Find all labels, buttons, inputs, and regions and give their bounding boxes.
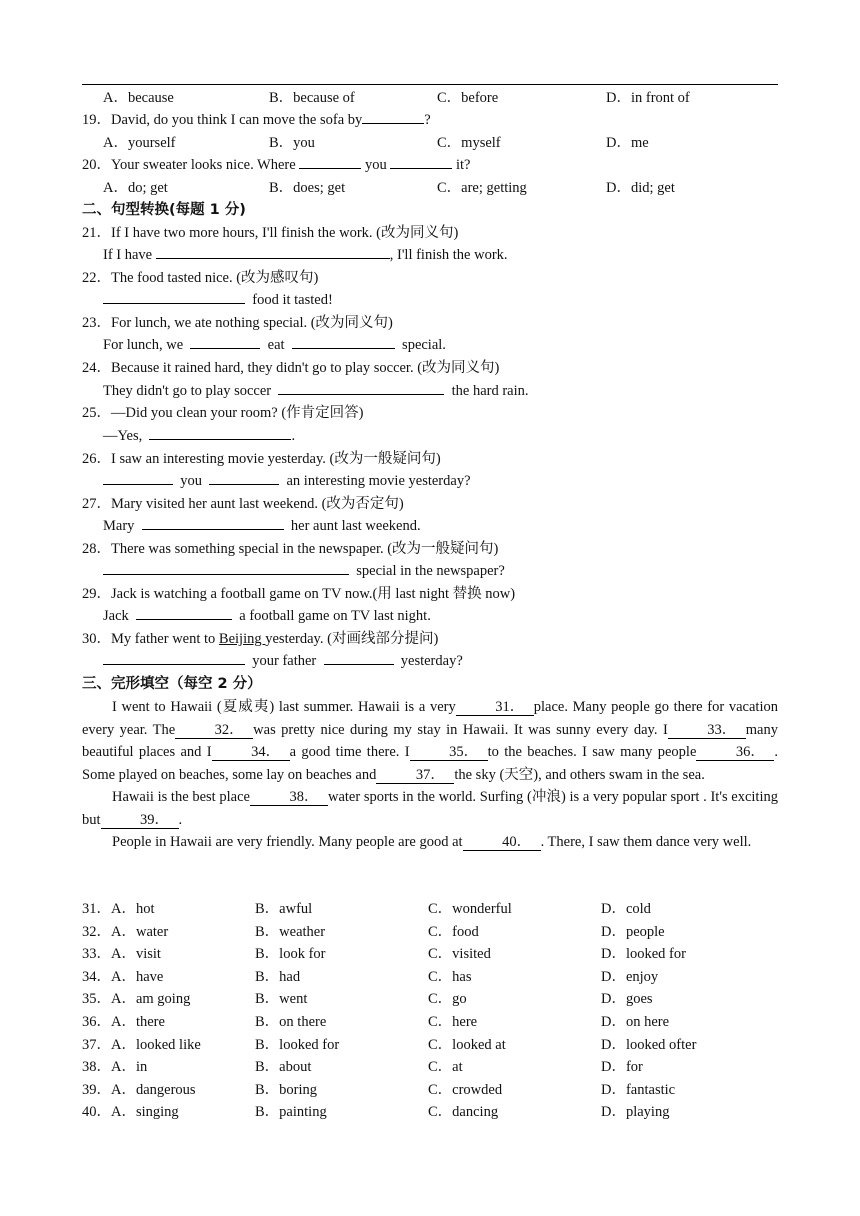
cloze-option[interactable]: B．weather <box>255 923 326 940</box>
cloze-question-number: 39． <box>82 1081 111 1098</box>
cloze-option[interactable]: D．playing <box>601 1104 670 1121</box>
question-22: 22．The food tasted nice. (改为感叹句) <box>82 270 319 286</box>
cloze-option[interactable]: B．had <box>255 968 301 985</box>
answer-blank[interactable] <box>136 606 232 620</box>
cloze-option[interactable]: C．food <box>428 923 479 940</box>
cloze-option[interactable]: C．go <box>428 991 467 1008</box>
cloze-question-number: 35． <box>82 991 111 1008</box>
q18-option-c[interactable]: C．before <box>437 90 499 106</box>
cloze-option[interactable]: C．here <box>428 1014 478 1030</box>
cloze-question-number: 32． <box>82 923 111 940</box>
q19-option-a[interactable]: A．yourself <box>103 135 176 151</box>
answer-29: Jack a football game on TV last night. <box>103 608 431 624</box>
cloze-option[interactable]: A．have <box>111 968 164 985</box>
cloze-option[interactable]: D．fantastic <box>601 1081 676 1098</box>
cloze-question-number: 33． <box>82 946 111 963</box>
cloze-blank-40[interactable]: 40． <box>463 834 541 851</box>
answer-25: —Yes, . <box>103 428 296 444</box>
answer-blank[interactable] <box>390 155 452 169</box>
answer-22: food it tasted! <box>103 290 333 310</box>
question-27: 27．Mary visited her aunt last weekend. (改为否定句) <box>82 496 404 512</box>
answer-blank[interactable] <box>142 516 284 530</box>
cloze-option[interactable]: B．look for <box>255 946 326 963</box>
answer-blank[interactable] <box>103 471 173 485</box>
q20-option-a[interactable]: A．do; get <box>103 180 168 196</box>
answer-blank[interactable] <box>103 651 245 665</box>
cloze-option[interactable]: A．there <box>111 1014 165 1030</box>
cloze-option[interactable]: C．at <box>428 1059 463 1076</box>
question-28: 28．There was something special in the newspaper. (改为一般疑问句) <box>82 541 499 557</box>
cloze-option[interactable]: A．hot <box>111 901 155 917</box>
passage-paragraph-3: People in Hawaii are very friendly. Many people are good at 40． . There, I saw them dance very well. <box>112 834 752 850</box>
q19-option-c[interactable]: C．myself <box>437 135 501 151</box>
cloze-option[interactable]: B．went <box>255 991 308 1008</box>
question-19: 19．David, do you think I can move the sofa by ? <box>82 112 431 128</box>
answer-blank[interactable] <box>299 155 361 169</box>
answer-30: your father yesterday? <box>103 651 463 671</box>
passage-paragraph-2: Hawaii is the best place 38． water sports in the world. Surfing (冲浪) is a very popular sport . It's exciting but 39． . <box>82 789 778 828</box>
question-20: 20．Your sweater looks nice. Where you it? <box>82 157 471 173</box>
cloze-option[interactable]: D．cold <box>601 901 651 917</box>
q18-option-b[interactable]: B．because of <box>269 90 355 106</box>
header-rule <box>82 84 778 85</box>
cloze-option[interactable]: D．for <box>601 1059 643 1076</box>
cloze-option[interactable]: B．looked for <box>255 1036 340 1053</box>
answer-blank[interactable] <box>103 561 349 575</box>
cloze-option[interactable]: A．in <box>111 1059 148 1076</box>
q19-option-d[interactable]: D．me <box>606 135 649 151</box>
cloze-question-number: 34． <box>82 968 111 985</box>
cloze-question-number: 31． <box>82 901 111 917</box>
cloze-option[interactable]: A．dangerous <box>111 1081 196 1098</box>
question-29: 29．Jack is watching a football game on TV now.(用 last night 替换 now) <box>82 586 516 602</box>
cloze-option[interactable]: D．on here <box>601 1014 670 1030</box>
cloze-blank-36[interactable]: 36． <box>696 744 774 761</box>
section-3-title: 三、完形填空（每空 2 分） <box>82 676 262 692</box>
cloze-blank-35[interactable]: 35． <box>410 744 488 761</box>
answer-blank[interactable] <box>292 335 395 349</box>
q18-option-d[interactable]: D．in front of <box>606 90 690 106</box>
answer-28: special in the newspaper? <box>103 561 505 581</box>
answer-blank[interactable] <box>324 651 394 665</box>
cloze-blank-39[interactable]: 39． <box>101 812 179 829</box>
cloze-option[interactable]: A．looked like <box>111 1036 201 1053</box>
cloze-option[interactable]: C．has <box>428 968 472 985</box>
question-25: 25．—Did you clean your room? (作肯定回答) <box>82 405 364 421</box>
question-26: 26．I saw an interesting movie yesterday. (改为一般疑问句) <box>82 451 441 467</box>
cloze-option[interactable]: D．enjoy <box>601 968 659 985</box>
answer-blank[interactable] <box>190 335 260 349</box>
cloze-passage <box>82 696 778 854</box>
answer-blank[interactable] <box>103 290 245 304</box>
cloze-option[interactable]: D．people <box>601 923 665 940</box>
question-30: 30．My father went to Beijing yesterday. (对画线部分提问) <box>82 631 439 647</box>
cloze-question-number: 36． <box>82 1014 111 1030</box>
cloze-blank-32[interactable]: 32． <box>175 722 253 739</box>
cloze-blank-33[interactable]: 33． <box>668 722 746 739</box>
answer-27: Mary her aunt last weekend. <box>103 518 421 534</box>
question-21: 21．If I have two more hours, I'll finish the work. (改为同义句) <box>82 225 459 241</box>
cloze-option[interactable]: C．visited <box>428 946 491 963</box>
cloze-blank-38[interactable]: 38． <box>250 789 328 806</box>
cloze-question-number: 38． <box>82 1059 111 1076</box>
question-23: 23．For lunch, we ate nothing special. (改为同义句) <box>82 315 393 331</box>
cloze-option[interactable]: C．wonderful <box>428 901 512 917</box>
answer-blank[interactable] <box>362 110 424 124</box>
answer-24: They didn't go to play soccer the hard rain. <box>103 383 529 399</box>
cloze-blank-37[interactable]: 37． <box>376 767 454 784</box>
question-24: 24．Because it rained hard, they didn't go to play soccer. (改为同义句) <box>82 360 500 376</box>
q20-option-b[interactable]: B．does; get <box>269 180 346 196</box>
cloze-option[interactable]: C．dancing <box>428 1104 499 1121</box>
passage-paragraph-1: I went to Hawaii (夏威夷) last summer. Hawaii is a very 31． place. Many people go there for vacation every year. The 32． was pretty nice during my stay in Hawaii. It was sunny every day. I 33． many beautiful places and I 34． a good time there. I 35． to the beaches. I saw many people 36． . Some played on beaches, some lay on beaches and 37． the sky (天空), and others swam in the sea. <box>82 699 779 783</box>
cloze-blank-31[interactable]: 31． <box>456 699 534 716</box>
answer-blank[interactable] <box>156 245 390 259</box>
cloze-option[interactable]: D．goes <box>601 991 653 1008</box>
answer-blank[interactable] <box>149 426 291 440</box>
cloze-option[interactable]: A．am going <box>111 991 191 1008</box>
answer-21: If I have , I'll finish the work. <box>103 247 508 263</box>
cloze-option[interactable]: A．visit <box>111 946 161 963</box>
cloze-question-number: 40． <box>82 1104 111 1121</box>
cloze-question-number: 37． <box>82 1036 111 1053</box>
cloze-option[interactable]: A．water <box>111 923 169 940</box>
cloze-option[interactable]: B．about <box>255 1059 312 1076</box>
cloze-option[interactable]: D．looked for <box>601 946 686 963</box>
cloze-option[interactable]: A．singing <box>111 1104 179 1121</box>
cloze-option[interactable]: C．crowded <box>428 1081 503 1098</box>
answer-26: you an interesting movie yesterday? <box>103 471 471 491</box>
cloze-blank-34[interactable]: 34． <box>212 744 290 761</box>
answer-blank[interactable] <box>209 471 279 485</box>
q18-option-a[interactable]: A．because <box>103 90 174 106</box>
q20-option-c[interactable]: C．are; getting <box>437 180 527 196</box>
cloze-option[interactable]: B．painting <box>255 1104 327 1121</box>
cloze-option[interactable]: C．looked at <box>428 1036 506 1053</box>
q20-option-d[interactable]: D．did; get <box>606 180 675 196</box>
answer-blank[interactable] <box>278 381 444 395</box>
cloze-option[interactable]: B．on there <box>255 1014 327 1030</box>
cloze-option[interactable]: D．looked ofter <box>601 1036 697 1053</box>
answer-23: For lunch, we eat special. <box>103 337 446 353</box>
q19-option-b[interactable]: B．you <box>269 135 315 151</box>
cloze-option[interactable]: B．awful <box>255 901 313 917</box>
cloze-option[interactable]: B．boring <box>255 1081 318 1098</box>
section-2-title: 二、句型转换(每题 1 分) <box>82 202 246 218</box>
underlined-word: Beijing <box>218 631 266 647</box>
